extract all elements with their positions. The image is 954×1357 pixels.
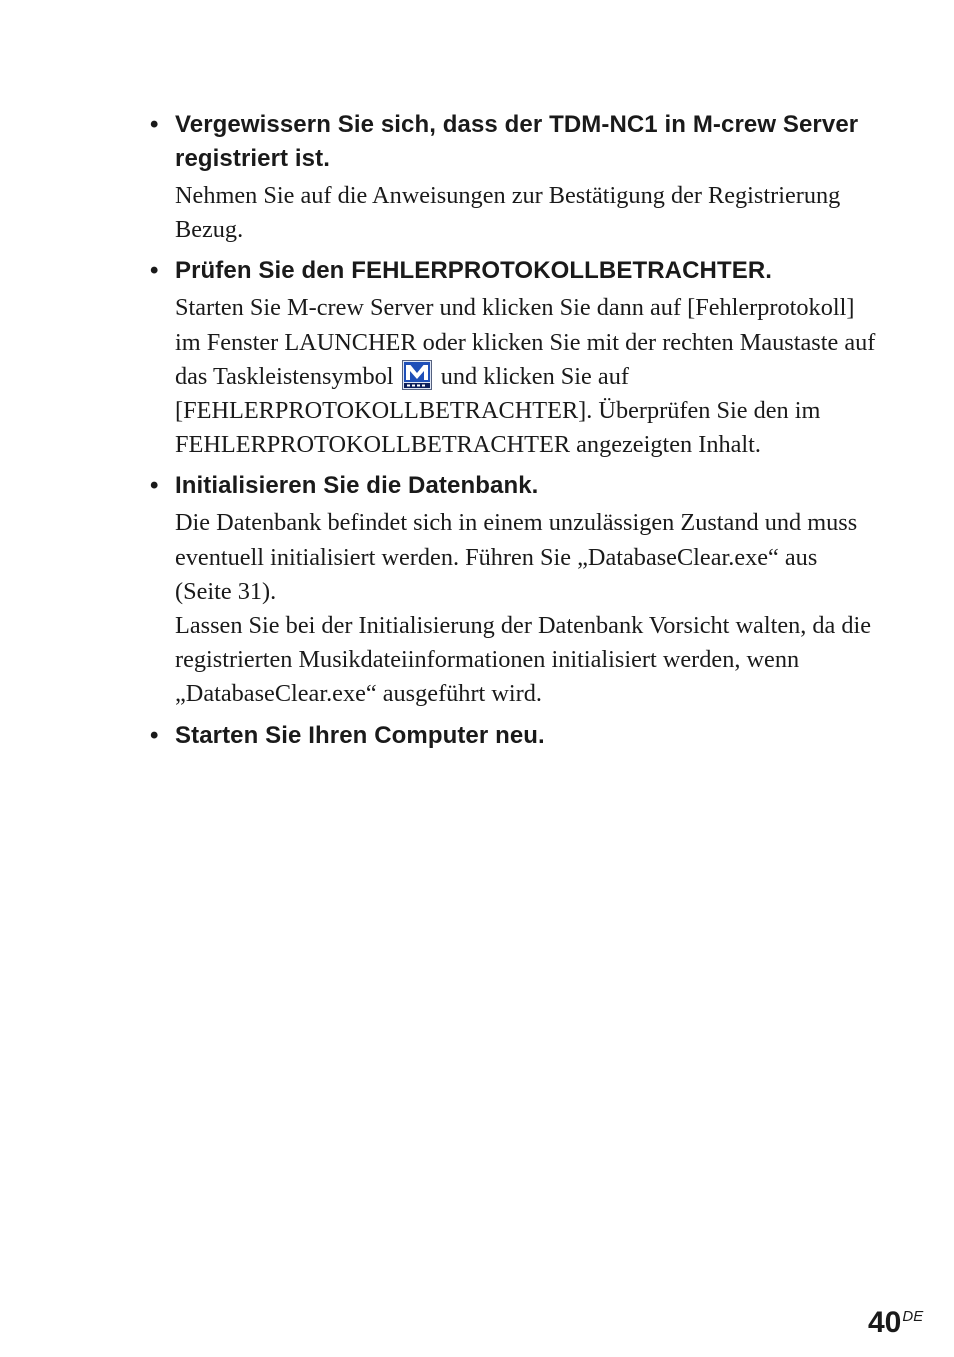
- page-content: [150, 108, 880, 760]
- m-crew-server-tray-icon: [402, 360, 432, 390]
- item-body: Nehmen Sie auf die Anweisungen zur Bestätigung der Registrierung Bezug.: [175, 182, 841, 244]
- item-body-before-icon: Starten Sie M-crew Server und klicken Sie dann auf [Fehlerprotokoll] im Fenster LAUNCHER oder klicken Sie mit der rechten Maustaste auf das Taskleistensymbol: [175, 294, 876, 390]
- bullet: •: [150, 472, 159, 500]
- item-heading: Vergewissern Sie sich, dass der TDM-NC1 in M-crew Server registriert ist.: [175, 111, 859, 172]
- list-item: [150, 719, 880, 753]
- item-body: [175, 291, 880, 462]
- item-body-caution: Lassen Sie bei der Initialisierung der Datenbank Vorsicht walten, da die registrierten Musikdateiinformationen initialisiert werden, wenn „DatabaseClear.exe“ ausgeführt wird.: [175, 612, 872, 708]
- item-heading: Initialisieren Sie die Datenbank.: [175, 472, 539, 500]
- list-item: [150, 254, 880, 462]
- page-number: [868, 1299, 923, 1341]
- item-body: Die Datenbank befindet sich in einem unzulässigen Zustand und muss eventuell initialisiert werden. Führen Sie „DatabaseClear.exe“ aus (Seite 31).: [175, 509, 858, 605]
- item-heading: Prüfen Sie den FEHLERPROTOKOLLBETRACHTER.: [175, 257, 773, 285]
- bullet: •: [150, 721, 159, 749]
- bullet: •: [150, 257, 159, 285]
- item-body-after-icon: und klicken Sie auf [FEHLERPROTOKOLLBETRACHTER]. Überprüfen Sie den im FEHLERPROTOKOLLBETRACHTER angezeigten Inhalt.: [175, 362, 821, 459]
- bullet: •: [150, 111, 159, 138]
- item-heading: Starten Sie Ihren Computer neu.: [175, 721, 545, 749]
- page-language-suffix: DE: [902, 1308, 924, 1325]
- list-item: [150, 108, 880, 247]
- page-number-value: 40: [868, 1306, 902, 1339]
- list-item: [150, 469, 880, 711]
